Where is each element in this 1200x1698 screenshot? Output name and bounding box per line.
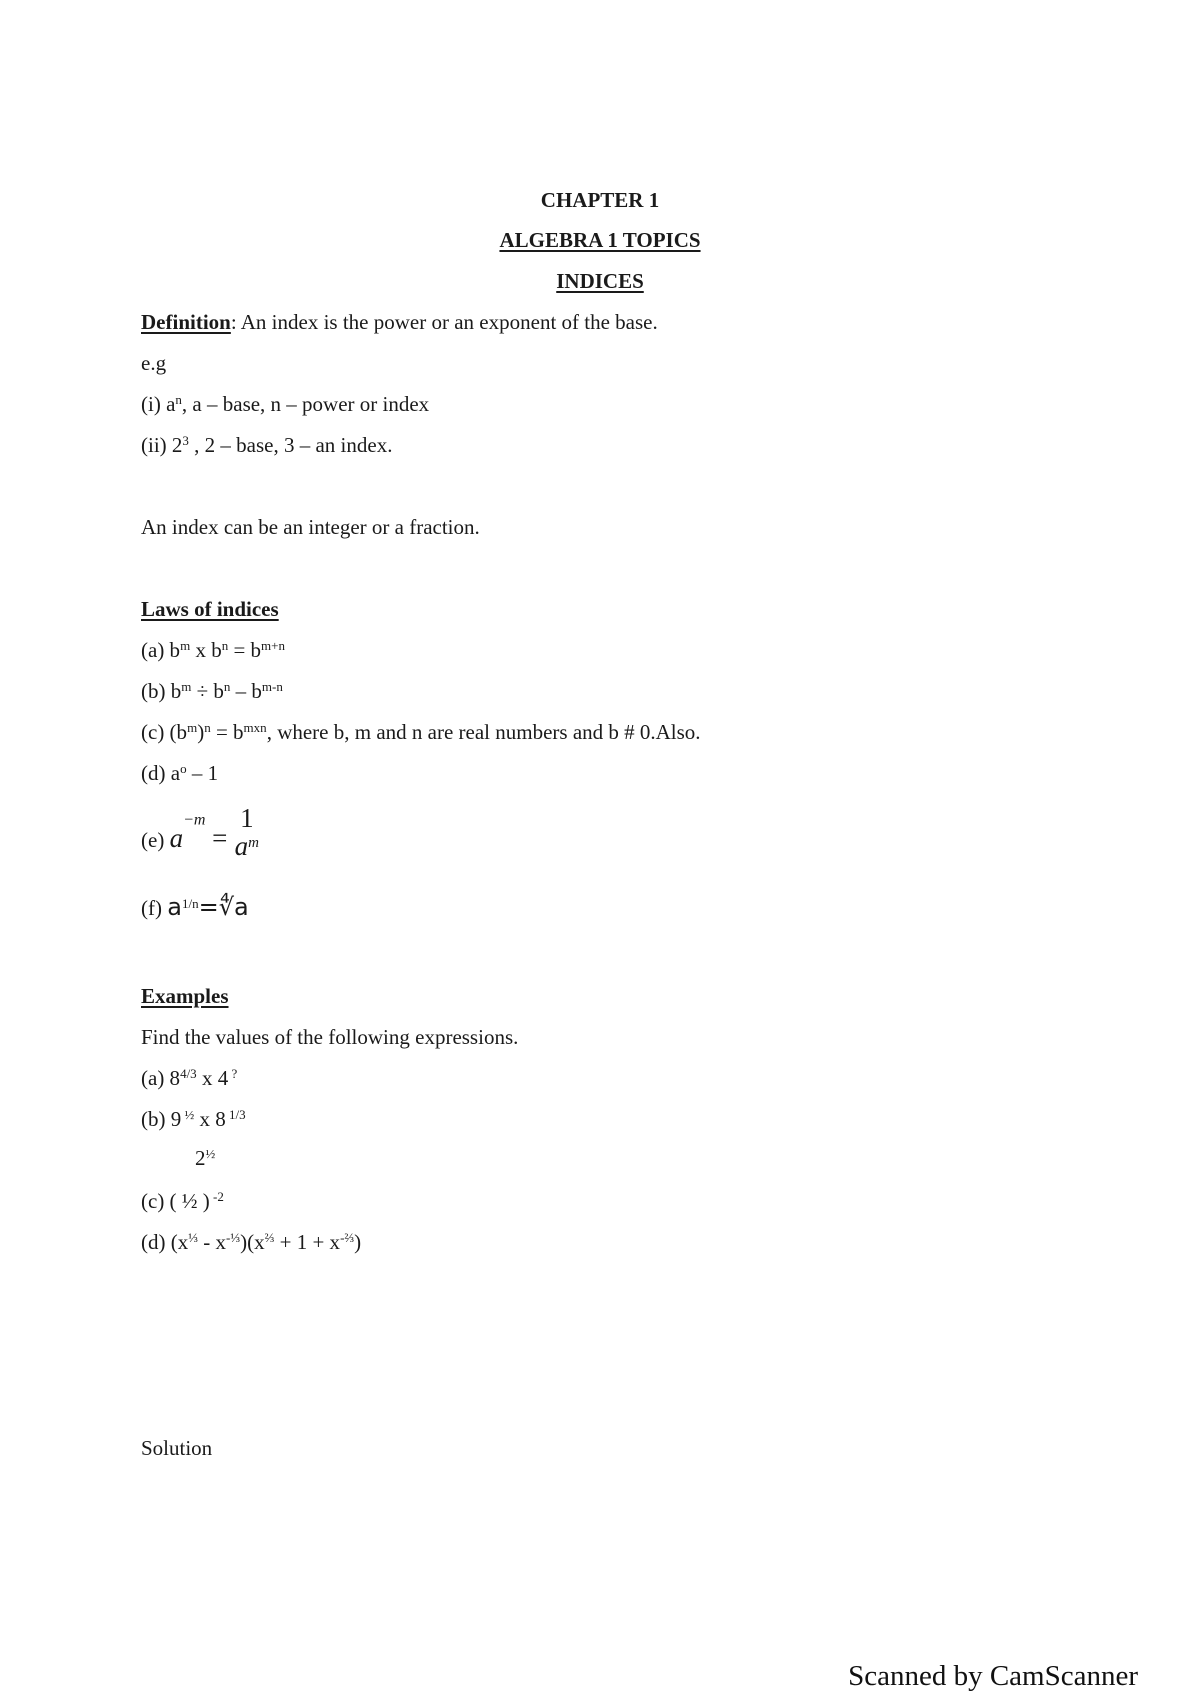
law-d: (d) $a^o - 1$ <box>141 760 219 785</box>
law-f: (f) $a^{1/n}=∜a$ <box>141 893 249 921</box>
example-ii: (ii) $2^3$ , 2 – base, 3 – an index. <box>141 432 393 457</box>
examples-instruction: Find the values of the following expressions. <box>141 1025 519 1049</box>
examples-intro: e.g <box>141 351 167 375</box>
camscanner-watermark: Scanned by CamScanner <box>848 1660 1138 1692</box>
definition-line <box>141 312 658 333</box>
example-d: (d) $(x^{\frac{1}{3}} - x^{-\frac{1}{3}})(x^{\frac{2}{3}} + 1 + x^{-\frac{2}{3}})$ <box>141 1229 362 1254</box>
topic-title: INDICES <box>556 269 644 293</box>
example-i: (i) $a^n$, a – base, n – power or index <box>141 391 430 416</box>
laws-heading: Laws of indices <box>141 597 279 621</box>
example-b: (b) 9 $^{\frac{1}{2}}$ x 8 $^{1/3}$ <box>141 1106 246 1131</box>
examples-heading: Examples <box>141 984 229 1008</box>
definition-text: : An index is the power or an exponent of the base. <box>230 310 658 334</box>
law-b: (b) $b^m \div b^n - b^{m-n}$ <box>141 678 283 703</box>
example-a: (a) $8^{4/3}$ x 4 ? <box>141 1065 238 1090</box>
law-e-fraction: 1 $a^m$ <box>234 803 259 862</box>
chapter-title: CHAPTER 1 <box>540 188 660 212</box>
law-e: (e) $a^{-m}$ = 1 $a^m$ <box>141 803 259 862</box>
law-c: (c) $(b^m)^n = b^{mxn}$, where b, m and n are real numbers and b # 0.Also. <box>141 719 701 744</box>
example-b-denominator: $2^{\frac{1}{2}}$ <box>195 1145 216 1170</box>
definition-label: Definition <box>141 310 231 334</box>
law-a: (a) $b^m$ x $b^n = b^{m+n}$ <box>141 637 286 662</box>
example-c: (c) ( ½ ) $^{-2}$ <box>141 1188 224 1213</box>
subject-title: ALGEBRA 1 TOPICS <box>499 228 701 252</box>
index-note: An index can be an integer or a fraction. <box>141 515 480 539</box>
solution-label: Solution <box>141 1436 213 1460</box>
